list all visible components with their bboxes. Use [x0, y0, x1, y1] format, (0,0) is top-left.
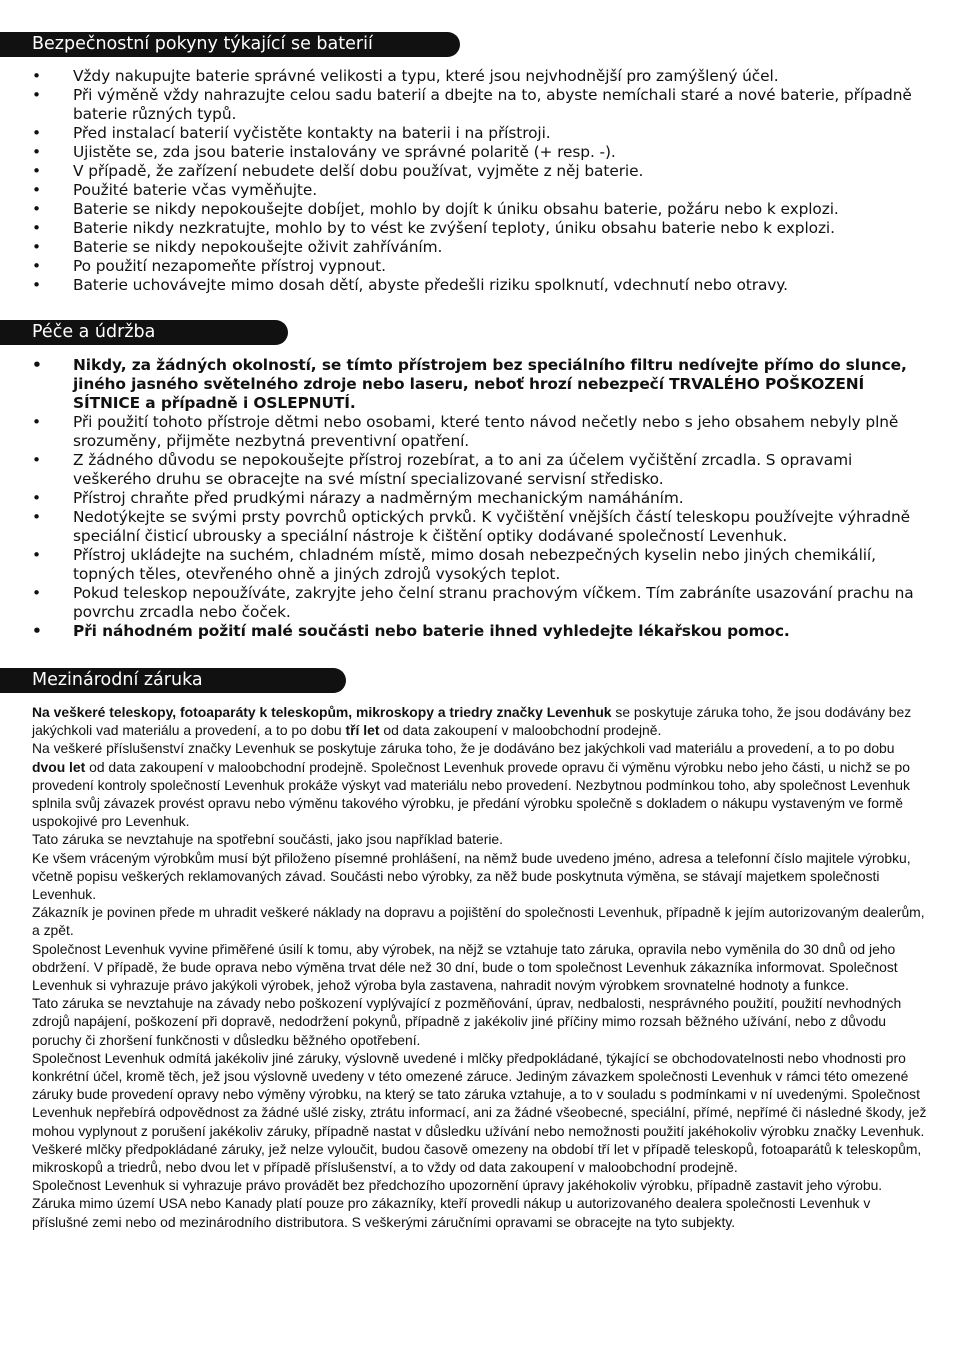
section-header-battery-safety	[0, 32, 460, 57]
list-item: • Po použití nezapomeňte přístroj vypnout.	[32, 257, 386, 275]
warranty-paragraph: Ke všem vráceným výrobkům musí být přiloženo písemné prohlášení, na němž bude uvedeno jméno, adresa a telefonní číslo majitele výrobku, včetně popisu veškerých reklamovaných závad. Součásti nebo výrobky, za něž bude poskytnuta výměna, se stávají majetkem společnosti Levenhuk.	[32, 849, 911, 903]
warranty-paragraph: Společnost Levenhuk odmítá jakékoliv jiné záruky, výslovně uvedené i mlčky předpokládané, týkající se obchodovatelnosti nebo vhodnosti pro konkrétní účel, kromě těch, jež jsou výslovně uvedeny v této omezené záruce. Jediným závazkem společnosti Levenhuk v rámci této omezené záruky bude provedení opravy nebo výměny výrobku, na který se tato záruka vztahuje, a to v souladu s podmínkami v ní uvedenými. Společnost Levenhuk nepřebírá odpovědnost za žádné ušlé zisky, ztrátu informací, ani za žádné všeobecné, speciální, přímé, nepřímé či následné škody, jež mohou vyplynout z porušení jakékoliv záruky, případně nastat v důsledku užívání nebo nemožnosti použití jakéhokoliv výrobku značky Levenhuk.	[32, 1049, 927, 1139]
list-item: • Z žádného důvodu se nepokoušejte přístroj rozebírat, a to ani za účelem vyčištění zrcadla. S opravami veškerého druhu se obracejte na své místní specializované servisní středisko.	[32, 451, 853, 488]
list-item: • Baterie uchovávejte mimo dosah dětí, abyste předešli riziku spolknutí, vdechnutí nebo otravy.	[32, 276, 788, 294]
list-item: • Vždy nakupujte baterie správné velikosti a typu, které jsou nejvhodnější pro zamýšlený účel.	[32, 67, 779, 85]
warranty-paragraph: Zákazník je povinen přede m uhradit veškeré náklady na dopravu a pojištění do společnosti Levenhuk, případně k jejím autorizovaným dealerům, a zpět.	[32, 904, 925, 939]
list-item: • Baterie nikdy nezkratujte, mohlo by to vést ke zvýšení teploty, úniku obsahu baterie nebo k explozi.	[32, 219, 835, 237]
list-item: • Nedotýkejte se svými prsty povrchů optických prvků. K vyčištění vnějších částí teleskopu používejte výhradně speciální čisticí ubrousky a speciální nástroje k čištění optiky dodávané společností Levenhuk.	[32, 508, 911, 545]
section-header-warranty	[0, 668, 346, 693]
warranty-paragraph: Veškeré mlčky předpokládané záruky, jež nelze vyloučit, budou časově omezeny na období tří let v případě teleskopů, fotoaparátů k teleskopům, mikroskopů a triedrů, nebo dvou let v případě příslušenství, a to vždy od data zakoupení v maloobchodní prodejně.	[32, 1140, 922, 1176]
list-item: • Baterie se nikdy nepokoušejte oživit zahříváním.	[32, 238, 443, 256]
list-item: • Při náhodném požití malé součásti nebo baterie ihned vyhledejte lékařskou pomoc.	[32, 622, 790, 640]
warranty-paragraph: Na veškeré příslušenství značky Levenhuk se poskytuje záruka toho, že je dodáváno bez jakýchkoli vad materiálu a provedení, a to po dobu dvou let od data zakoupení v maloobchodní prodejně. Společnost Levenhuk provede opravu či výměnu výrobku nebo jeho části, u nichž se po provedení kontroly společností Levenhuk prokáže výskyt vad materiálu nebo provedení. Nezbytnou podmínkou toho, aby společnost Levenhuk splnila svůj závazek provést opravu nebo výměnu takového výrobku, je předání výrobku společně s dokladem o nákupu vystaveným ve formě uspokojivé pro Levenhuk.	[32, 740, 910, 830]
section-title: Mezinárodní záruka	[32, 670, 203, 690]
warranty-paragraph: Společnost Levenhuk vyvine přiměřené úsilí k tomu, aby výrobek, na nějž se vztahuje tato záruka, opravila nebo vyměnila do 30 dnů od jeho obdržení. V případě, že bude oprava nebo výměna trvat déle než 30 dní, bude o tom společnost Levenhuk zákazníka informovat. Společnost Levenhuk si vyhrazuje právo jakýkoli výrobek, jehož výroba byla zastavena, nahradit novým výrobkem srovnatelné hodnoty a funkce.	[32, 940, 898, 994]
warranty-paragraph: Tato záruka se nevztahuje na závady nebo poškození vyplývající z pozměňování, úprav, nedbalosti, nesprávného použití, použití nevhodných zdrojů napájení, poškození při dopravě, nedodržení pokynů, případně z jakékoliv jiné příčiny mimo rozsah běžného užívání, nebo z důvodu poruchy či zhoršení funkčnosti v důsledku běžného opotřebení.	[32, 995, 902, 1048]
warranty-paragraph: Tato záruka se nevztahuje na spotřební součásti, jako jsou například baterie.	[32, 831, 504, 848]
list-item: • Ujistěte se, zda jsou baterie instalovány ve správné polaritě (+ resp. -).	[32, 143, 616, 161]
list-item: • Pokud teleskop nepoužíváte, zakryjte jeho čelní stranu prachovým víčkem. Tím zabráníte usazování prachu na povrchu zrcadla nebo čoček.	[32, 584, 914, 621]
list-item: • V případě, že zařízení nebudete delší dobu používat, vyjměte z něj baterie.	[32, 162, 644, 180]
list-item: • Použité baterie včas vyměňujte.	[32, 181, 317, 199]
warranty-paragraph: Společnost Levenhuk si vyhrazuje právo provádět bez předchozího upozornění úpravy jakéhokoliv výrobku, případně zastavit jeho výrobu. Záruka mimo území USA nebo Kanady platí pouze pro zákazníky, kteří provedli nákup u autorizovaného dealera společnosti Levenhuk v příslušné zemi nebo od mezinárodního distributora. S veškerými záručními opravami se obracejte na tyto subjekty.	[32, 1177, 883, 1230]
section-title: Bezpečnostní pokyny týkající se baterií	[32, 34, 373, 54]
list-item: • Při použití tohoto přístroje dětmi nebo osobami, které tento návod nečetly nebo s jeho obsahem nebyly plně srozuměny, přijměte nezbytná preventivní opatření.	[32, 413, 899, 450]
list-item: • Přístroj ukládejte na suchém, chladném místě, mimo dosah nebezpečných kyselin nebo jiných chemikálií, topných těles, otevřeného ohně a jiných zdrojů vysokých teplot.	[32, 546, 876, 583]
list-item: • Přístroj chraňte před prudkými nárazy a nadměrným mechanickým namáháním.	[32, 489, 684, 507]
list-item: • Nikdy, za žádných okolností, se tímto přístrojem bez speciálního filtru nedívejte přímo do slunce, jiného jasného světelného zdroje nebo laseru, neboť hrozí nebezpečí TRVALÉHO POŠKOZENÍ SÍTNICE a případně i OSLEPNUTÍ.	[32, 356, 907, 412]
warranty-text	[32, 703, 927, 1231]
warranty-paragraph: Na veškeré teleskopy, fotoaparáty k teleskopům, mikroskopy a triedry značky Levenhuk se poskytuje záruka toho, že jsou dodávány bez jakýchkoli vad materiálu a provedení, a to po dobu tří let od data zakoupení v maloobchodní prodejně.	[32, 704, 912, 739]
section-header-care	[0, 320, 288, 345]
list-item: • Baterie se nikdy nepokoušejte dobíjet, mohlo by dojít k úniku obsahu baterie, požáru nebo k explozi.	[32, 200, 839, 218]
battery-safety-list	[0, 67, 954, 295]
section-title: Péče a údržba	[32, 322, 156, 342]
list-item: • Při výměně vždy nahrazujte celou sadu baterií a dbejte na to, abyste nemíchali staré a nové baterie, případně baterie různých typů.	[32, 86, 912, 123]
list-item: • Před instalací baterií vyčistěte kontakty na baterii i na přístroji.	[32, 124, 551, 142]
care-list	[0, 356, 954, 641]
